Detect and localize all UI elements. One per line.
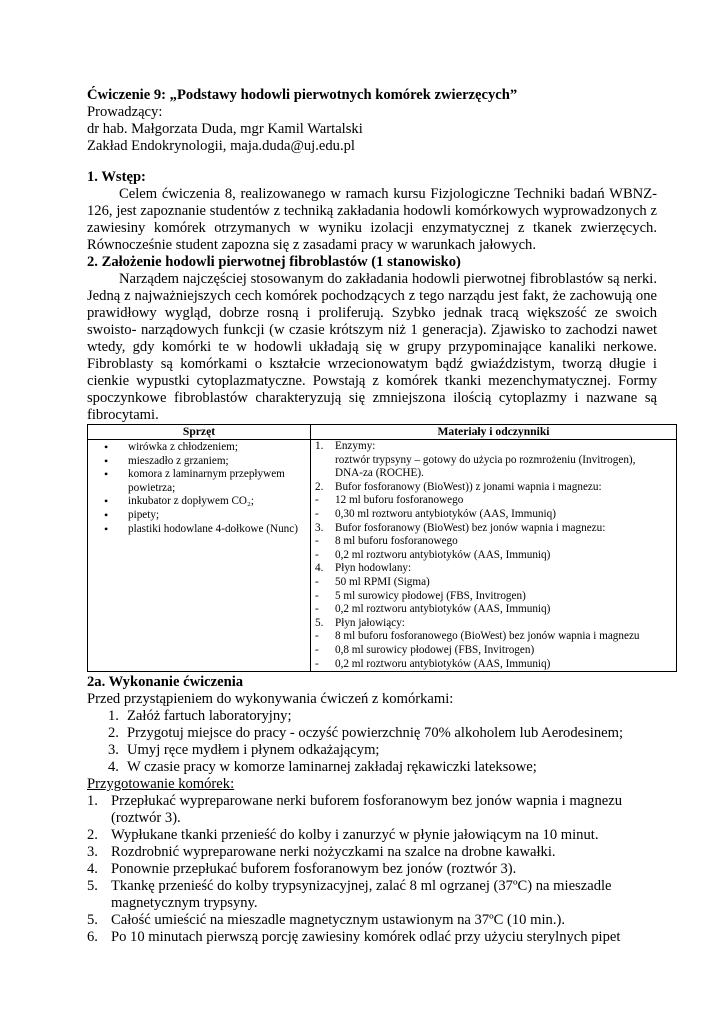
- material-group-buffer-without-ions: 3. Bufor fosforanowy (BioWest) bez jonów wapnia i magnezu:: [315, 521, 606, 534]
- cell-step: 2. Wypłukane tkanki przenieść do kolby i zanurzyć w płynie jałowiącym na 10 minut.: [87, 827, 599, 844]
- material-item: - 50 ml RPMI (Sigma): [315, 575, 430, 588]
- prep-step: 1. Załóż fartuch laboratoryjny;: [108, 708, 292, 725]
- material-group-buffer-with-ions: 2. Bufor fosforanowy (BioWest)) z jonami wapnia i magnezu:: [315, 480, 602, 493]
- material-line: roztwór trypsyny – gotowy do użycia po rozmrożeniu (Invitrogen),: [335, 453, 636, 466]
- material-item: - 0,2 ml roztworu antybiotyków (AAS, Immuniq): [315, 657, 551, 670]
- materials-header: Materiały i odczynniki: [311, 425, 677, 440]
- procedure-heading: 2a. Wykonanie ćwiczenia: [87, 674, 244, 691]
- equipment-cell: [88, 440, 311, 672]
- cell-step: 5. Całość umieścić na mieszadle magnetycznym ustawionym na 37ºC (10 min.).: [87, 912, 565, 929]
- material-group-sterilizing: 5. Płyn jałowiący:: [315, 616, 405, 629]
- equipment-materials-table: [87, 424, 677, 672]
- prep-steps-list: [87, 708, 657, 776]
- cell-step: 1. Przepłukać wypreparowane nerki buforem fosforanowym bez jonów wapnia i magnezu (roztwór 3).: [87, 793, 623, 827]
- procedure-intro: Przed przystąpieniem do wykonywania ćwiczeń z komórkami:: [87, 691, 454, 708]
- material-item: - 5 ml surowicy płodowej (FBS, Invitrogen): [315, 589, 526, 602]
- material-item: - 8 ml buforu fosforanowego: [315, 535, 458, 548]
- culture-text: Narządem najczęściej stosowanym do zakładania hodowli pierwotnej fibroblastów są nerki. Jedną z najważniejszych cech komórek pochodzących z tego narządu jest fakt, że zachowują one prawidłowy wygląd, dobrze rosną i proliferują. Szybko jednak tracą większość ze swoich swoisto- narządowych funkcji (w czasie krótszym niż 1 generacja). Zjawisko to zachodzi nawet wtedy, gdy komórki te w hodowli układają się w grupy przypominające kanaliki nerkowe. Fibroblasty są komórkami o kształcie wrzecionowatym bądź gwiaździstym, tworzą długie i cienkie wypustki cytoplazmatyczne. Powstają z komórek tkanki mezenchymatycznej. Formy spoczynkowe fibroblastów charakteryzują się zmniejszona ilością cytoplazmy i nazwane są fibrocytami.: [87, 271, 657, 423]
- equipment-item: • inkubator z dopływem CO₂;: [128, 495, 306, 509]
- material-item: - 8 ml buforu fosforanowego (BioWest) bez jonów wapnia i magnezu: [315, 630, 640, 643]
- cell-steps-list: [87, 793, 657, 946]
- material-item: - 0,2 ml roztworu antybiotyków (AAS, Immuniq): [315, 603, 551, 616]
- material-item: - 0,30 ml roztworu antybiotyków (AAS, Immuniq): [315, 507, 556, 520]
- material-group-enzymes: 1. Enzymy:: [315, 440, 376, 452]
- culture-heading: 2. Założenie hodowli pierwotnej fibroblastów (1 stanowisko): [87, 254, 461, 270]
- prep-step: 2. Przygotuj miejsce do pracy - oczyść powierzchnię 70% alkoholem lub Aerodesinem;: [108, 725, 624, 742]
- cell-step: 4. Ponownie przepłukać buforem fosforanowym bez jonów (roztwór 3).: [87, 861, 517, 878]
- equipment-item: • plastiki hodowlane 4-dołkowe (Nunc): [128, 523, 306, 537]
- equipment-item: • mieszadło z grzaniem;: [128, 455, 306, 469]
- materials-cell: [311, 440, 677, 672]
- cell-step: 5. Tkankę przenieść do kolby trypsynizacyjnej, zalać 8 ml ogrzanej (37ºC) na mieszadle magnetycznym trypsyny.: [87, 878, 612, 912]
- material-item: - 0,8 ml surowicy płodowej (FBS, Invitrogen): [315, 643, 535, 656]
- material-group-medium: 4. Płyn hodowlany:: [315, 562, 412, 575]
- intro-heading: 1. Wstęp:: [87, 169, 146, 185]
- cell-step: 6. Po 10 minutach pierwszą porcję zawiesiny komórek odlać przy użyciu sterylnych pipet: [87, 929, 621, 946]
- department-contact: Zakład Endokrynologii, maja.duda@uj.edu.pl: [87, 138, 355, 154]
- equipment-item: • komora z laminarnym przepływem powietrza;: [128, 468, 306, 495]
- cell-step: 3. Rozdrobnić wypreparowane nerki nożyczkami na szalce na drobne kawałki.: [87, 844, 556, 861]
- lead-names: dr hab. Małgorzata Duda, mgr Kamil Wartalski: [87, 121, 363, 137]
- intro-text: Celem ćwiczenia 8, realizowanego w ramach kursu Fizjologiczne Techniki badań WBNZ-126, jest zapoznanie studentów z techniką zakładania hodowli komórkowych wyprowadzonych z zawiesiny komórek otrzymanych w wyniku izolacji enzymatycznej z tkanek zwierzęcych. Równocześnie student zapozna się z zasadami pracy w warunkach jałowych.: [87, 186, 657, 253]
- material-item: - 12 ml buforu fosforanowego: [315, 494, 464, 507]
- document-page: [87, 87, 657, 946]
- equipment-item: • pipety;: [128, 509, 306, 523]
- cells-prep-heading: Przygotowanie komórek:: [87, 776, 235, 793]
- equipment-item: • wirówka z chłodzeniem;: [128, 441, 306, 455]
- equipment-list: [92, 441, 306, 536]
- equipment-header: Sprzęt: [88, 425, 311, 440]
- lead-label: Prowadzący:: [87, 104, 163, 120]
- material-item: - 0,2 ml roztworu antybiotyków (AAS, Immuniq): [315, 548, 551, 561]
- document-title: Ćwiczenie 9: „Podstawy hodowli pierwotnych komórek zwierzęcych”: [87, 87, 518, 103]
- prep-step: 4. W czasie pracy w komorze laminarnej zakładaj rękawiczki lateksowe;: [108, 759, 537, 776]
- prep-step: 3. Umyj ręce mydłem i płynem odkażającym;: [108, 742, 380, 759]
- material-line: DNA-za (ROCHE).: [335, 467, 424, 480]
